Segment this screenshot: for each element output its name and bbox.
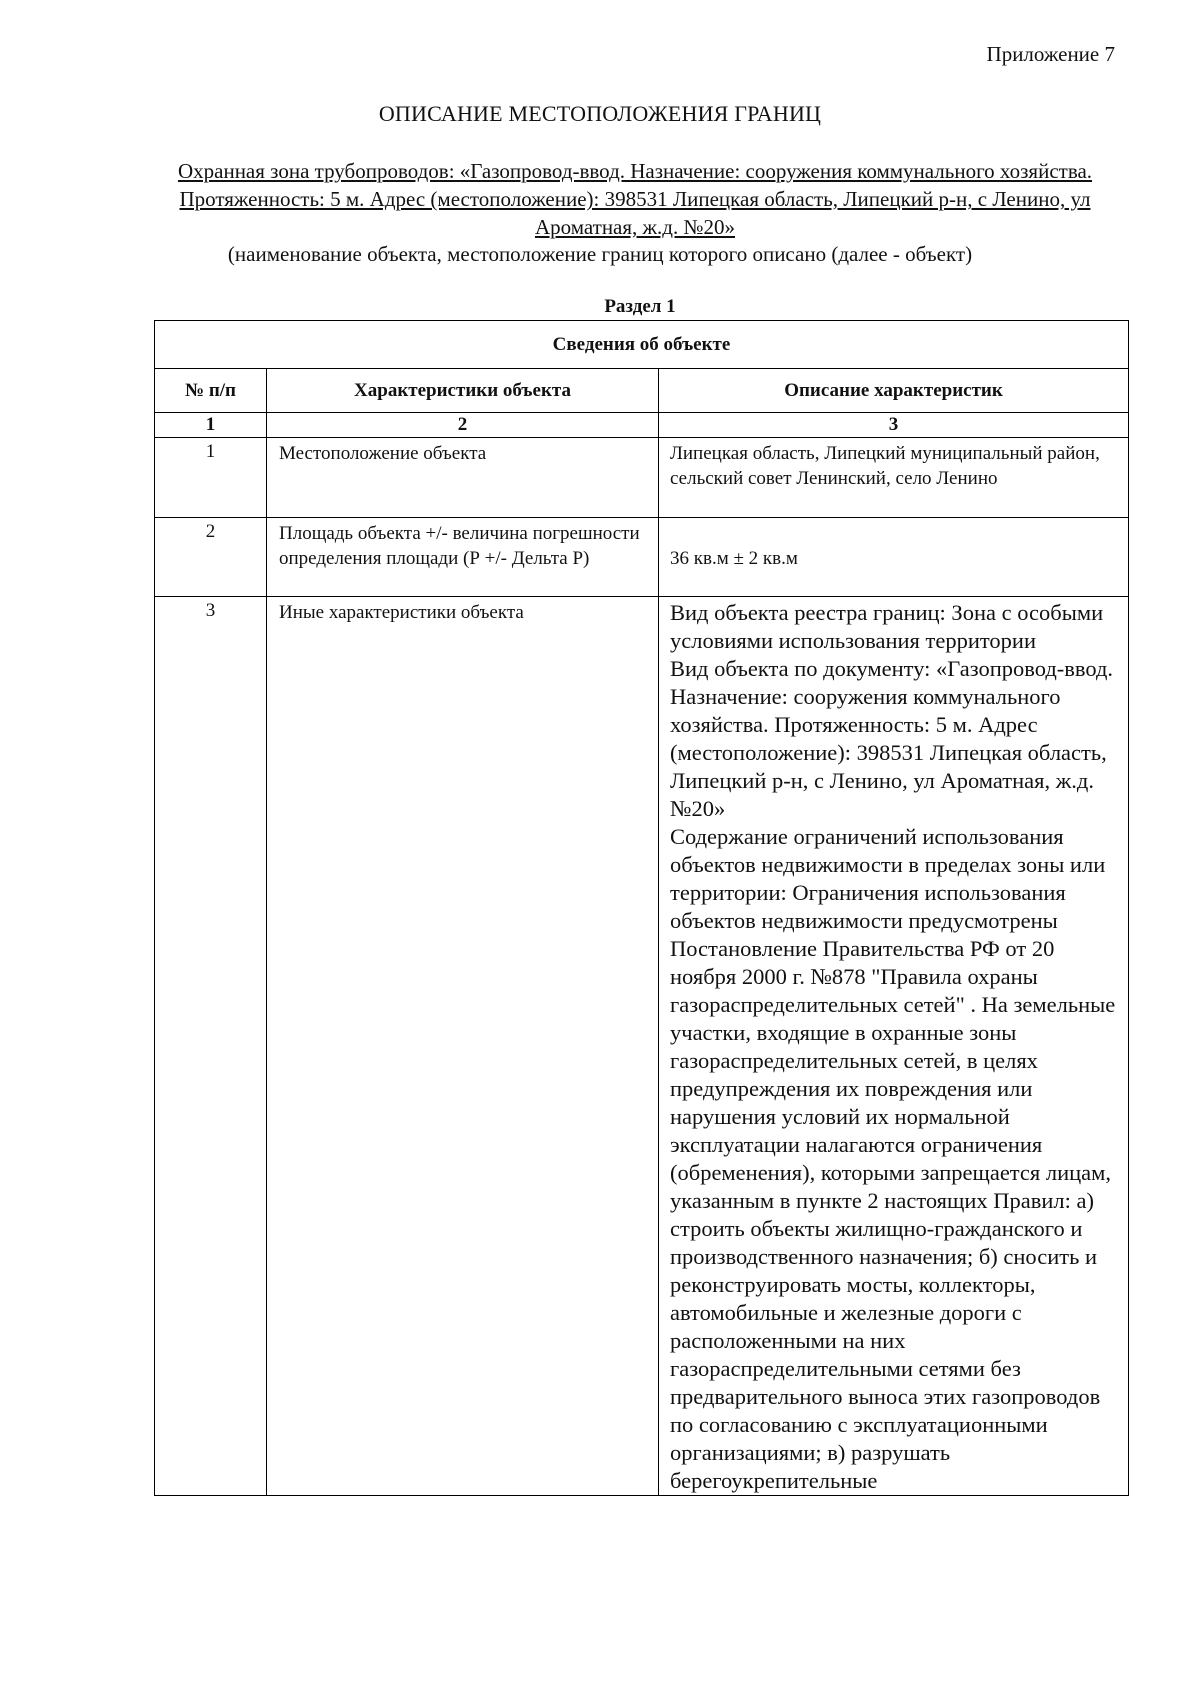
table-header-row (155, 369, 1129, 413)
description-paragraph: Вид объекта по документу: «Газопровод-ввод. Назначение: сооружения коммунального хозяйства. Протяженность: 5 м. Адрес (местоположение): 398531 Липецкая область, Липецкий р-н, с Ленино, ул Ароматная, ж.д. №20» (670, 656, 1114, 821)
column-header-description: Описание характеристик (659, 369, 1129, 413)
table-caption: Сведения об объекте (155, 321, 1129, 369)
document-title: ОПИСАНИЕ МЕСТОПОЛОЖЕНИЯ ГРАНИЦ (378, 101, 822, 126)
appendix-label: Приложение 7 (986, 42, 1115, 66)
table-row (155, 597, 1129, 1496)
row-number: 1 (155, 438, 267, 518)
column-number: 2 (267, 413, 659, 438)
object-info-table (154, 320, 1129, 1496)
column-number-row (155, 413, 1129, 438)
row-number: 3 (155, 597, 267, 1496)
object-name: Охранная зона трубопроводов: «Газопровод-ввод. Назначение: сооружения коммунального хозяйства. Протяженность: 5 м. Адрес (местоположение): 398531 Липецкая область, Липецкий р-н, с Ленино, ул Ароматная, ж.д. №20» (177, 159, 1093, 239)
column-header-number: № п/п (155, 369, 267, 413)
row-characteristic: Местоположение объекта (267, 438, 659, 518)
column-header-characteristic: Характеристики объекта (267, 369, 659, 413)
row-number: 2 (155, 518, 267, 597)
table-caption-row (155, 321, 1129, 369)
row-description: 36 кв.м ± 2 кв.м (659, 518, 1129, 597)
section-label: Раздел 1 (604, 296, 676, 317)
row-description (659, 597, 1129, 1496)
row-characteristic: Площадь объекта +/- величина погрешности определения площади (Р +/- Дельта Р) (267, 518, 659, 597)
object-name-caption: (наименование объекта, местоположение границ которого описано (далее - объект) (227, 242, 973, 266)
table-row (155, 438, 1129, 518)
description-paragraph: Вид объекта реестра границ: Зона с особыми условиями использования территории (670, 600, 1104, 653)
row-characteristic: Иные характеристики объекта (267, 597, 659, 1496)
column-number: 1 (155, 413, 267, 438)
description-paragraph: Содержание ограничений использования объектов недвижимости в пределах зоны или территории: Ограничения использования объектов недвижимости предусмотрены Постановление Правительства РФ от 20 ноября 2000 г. №878 "Правила охраны газораспределительных сетей" . На земельные участки, входящие в охранные зоны газораспределительных сетей, в целях предупреждения их повреждения или нарушения условий их нормальной эксплуатации налагаются ограничения (обременения), которыми запрещается лицам, указанным в пункте 2 настоящих Правил: а) строить объекты жилищно-гражданского и производственного назначения; б) сносить и реконструировать мосты, коллекторы, автомобильные и железные дороги с расположенными на них газораспределительными сетями без предварительного выноса этих газопроводов по согласованию с эксплуатационными организациями; в) разрушать берегоукрепительные (670, 824, 1116, 1493)
column-number: 3 (659, 413, 1129, 438)
table-row (155, 518, 1129, 597)
row-description: Липецкая область, Липецкий муниципальный район, сельский совет Ленинский, село Ленино (659, 438, 1129, 518)
